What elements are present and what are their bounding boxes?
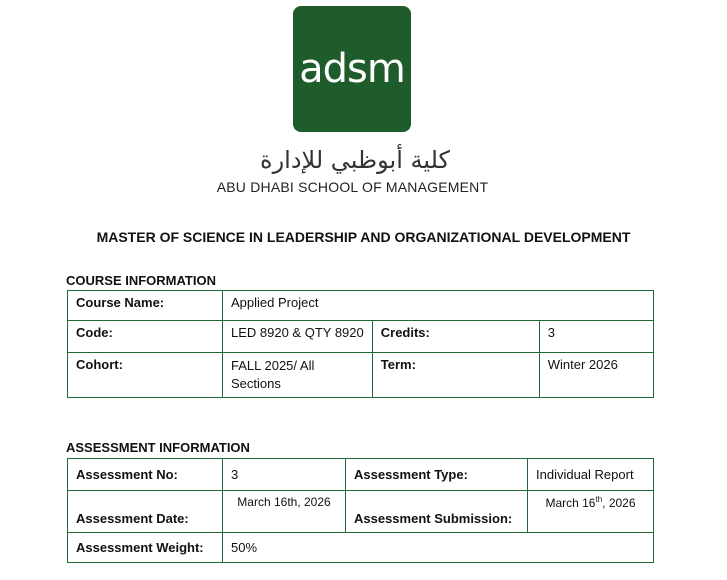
assessment-type-value: Individual Report: [528, 459, 654, 491]
program-title: MASTER OF SCIENCE IN LEADERSHIP AND ORGANIZATIONAL DEVELOPMENT: [96, 229, 631, 245]
assessment-submission-label: Assessment Submission:: [346, 491, 528, 533]
cohort-value: FALL 2025/ All Sections: [223, 353, 373, 398]
assessment-type-label: Assessment Type:: [346, 459, 528, 491]
assessment-date-value: March 16th, 2026: [223, 491, 346, 533]
term-label: Term:: [372, 353, 539, 398]
assessment-weight-value: 50%: [223, 533, 654, 563]
assessment-no-label: Assessment No:: [68, 459, 223, 491]
logo-english-name: ABU DHABI SCHOOL OF MANAGEMENT: [216, 179, 489, 195]
cohort-label: Cohort:: [68, 353, 223, 398]
assessment-no-value: 3: [223, 459, 346, 491]
submission-year: , 2026: [602, 496, 636, 510]
assessment-weight-label: Assessment Weight:: [68, 533, 223, 563]
assessment-info-heading: ASSESSMENT INFORMATION: [66, 440, 250, 455]
submission-day: March 16: [545, 496, 596, 510]
submission-sup: th: [595, 495, 603, 504]
code-value: LED 8920 & QTY 8920: [223, 321, 373, 353]
course-info-table: [67, 290, 654, 398]
adsm-logo: [293, 6, 411, 132]
table-row: [68, 291, 654, 321]
course-name-value: Applied Project: [223, 291, 654, 321]
code-label: Code:: [68, 321, 223, 353]
course-name-label: Course Name:: [68, 291, 223, 321]
course-info-heading: COURSE INFORMATION: [66, 273, 216, 288]
logo-arabic-name: كلية أبوظبي للإدارة: [260, 146, 450, 174]
table-row: [68, 321, 654, 353]
logo-text: adsm: [299, 46, 405, 92]
assessment-info-table: [67, 458, 654, 563]
table-row: [68, 353, 654, 398]
term-value: Winter 2026: [539, 353, 653, 398]
credits-label: Credits:: [372, 321, 539, 353]
table-row: [68, 491, 654, 533]
assessment-date-label: Assessment Date:: [68, 491, 223, 533]
assessment-submission-value: [528, 491, 654, 533]
table-row: [68, 459, 654, 491]
table-row: [68, 533, 654, 563]
credits-value: 3: [539, 321, 653, 353]
